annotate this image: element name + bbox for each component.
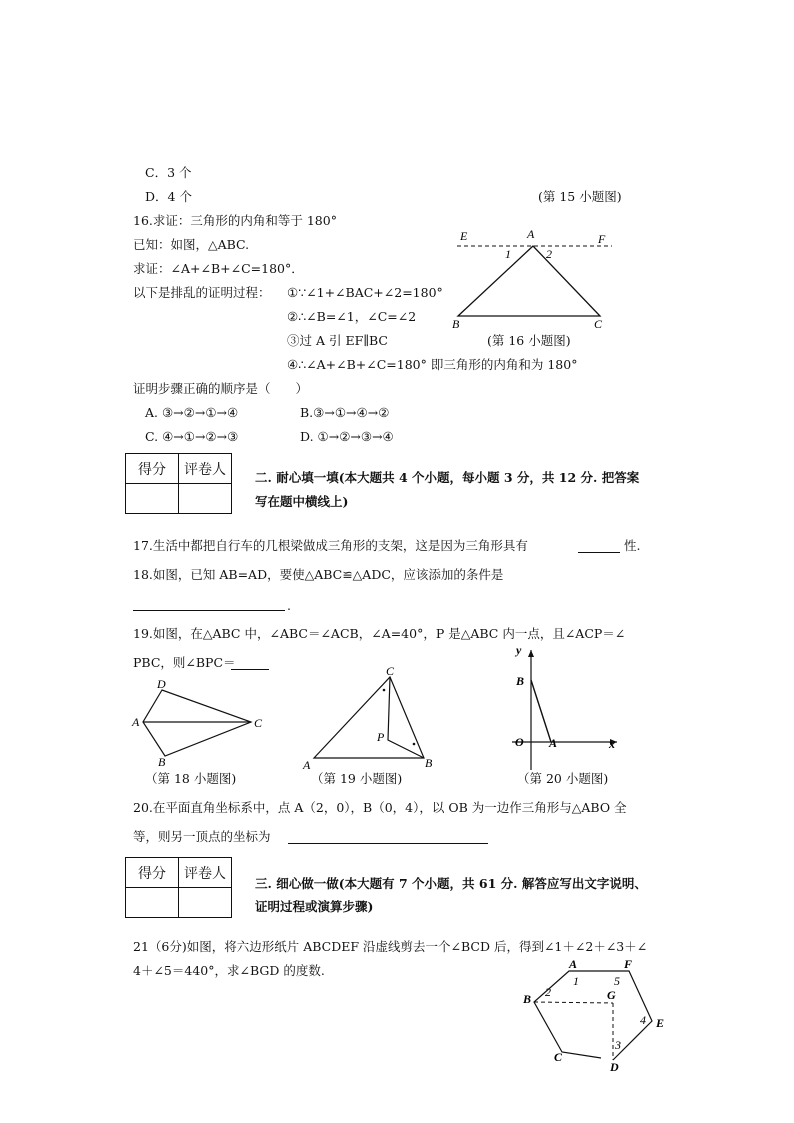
q18-text: 18.如图，已知 AB=AD，要使△ABC≌△ADC，应该添加的条件是 [133,567,504,582]
q21-label-f: F [624,957,633,971]
q21-label-angle-1: 1 [573,974,579,988]
section2-header-line1: 二. 耐心填一填(本大题共 4 个小题，每小题 3 分，共 12 分. 把答案 [255,470,640,485]
q16-step-2: ②∴∠B=∠1，∠C=∠2 [287,309,417,324]
label-f: F [598,232,606,246]
q21-label-angle-4: 4 [640,1013,646,1027]
q16-option-b: B.③→①→④→② [300,405,390,420]
fig20-caption: （第 20 小题图) [517,771,609,786]
q19-line1: 19.如图，在△ABC 中，∠ABC＝∠ACB，∠A=40°，P 是△ABC 内一点，且∠ACP＝∠ [133,626,626,641]
q21-label-e: E [656,1016,665,1030]
grader-label: 评卷人 [179,858,232,888]
fig20-label-a: A [549,736,558,750]
label-a: A [527,227,535,241]
fig18-label-b: B [158,755,166,769]
q21-line1: 21（6分)如图，将六边形纸片 ABCDEF 沿虚线剪去一个∠BCD 后，得到∠1＋∠2＋∠3＋∠ [133,939,648,954]
q18-end: . [287,598,291,613]
q21-label-d: D [610,1060,619,1074]
q21-label-b: B [523,992,532,1006]
q21-line2: 4＋∠5＝440°，求∠BGD 的度数. [133,963,325,978]
fig19-label-a: A [303,758,311,772]
fig19-label-p: P [377,730,385,744]
fig18-caption: （第 18 小题图) [145,771,237,786]
q15-figure-caption: (第 15 小题图) [538,189,622,204]
label-b: B [452,317,460,331]
q21-label-c: C [554,1050,563,1064]
q16-intro: 以下是排乱的证明过程： [133,285,271,300]
label-c: C [594,317,603,331]
q16-figure-caption: (第 16 小题图) [487,333,571,348]
q20-line1: 20.在平面直角坐标系中，点 A（2，0），B（0，4），以 OB 为一边作三角形与△ABO 全 [133,800,627,815]
label-angle-2: 2 [546,247,552,261]
q15-option-d: D．4 个 [145,189,192,204]
fig20-label-b: B [516,674,525,688]
q21-label-g: G [607,988,616,1002]
section2-header-line2: 写在题中横线上) [255,494,349,509]
q15-option-c: C．3 个 [145,165,192,180]
q21-label-a: A [569,957,578,971]
grader-label: 评卷人 [179,454,232,484]
q16-question: 证明步骤正确的顺序是（ ） [133,381,309,396]
label-angle-1: 1 [505,247,511,261]
fig20-label-o: O [515,735,524,749]
q21-label-angle-2: 2 [545,985,551,999]
section3-header-line2: 证明过程或演算步骤) [255,899,374,914]
dashed-cut-bg [534,1002,613,1003]
q17-text: 17.生活中都把自行车的几根梁做成三角形的支架，这是因为三角形具有 [133,538,528,553]
section3-header-line1: 三. 细心做一做(本大题有 7 个小题，共 61 分. 解答应写出文字说明、 [255,876,647,891]
q16-option-d: D. ①→②→③→④ [300,429,394,444]
q16-option-c: C. ④→①→②→③ [145,429,239,444]
label-e: E [460,229,468,243]
q20-line2: 等，则另一顶点的坐标为 [133,829,271,844]
hexagon [534,971,652,1060]
q16-step-4: ④∴∠A+∠B+∠C=180° 即三角形的内角和为 180° [287,357,578,372]
q21-label-angle-3: 3 [615,1038,621,1052]
fig18-label-a: A [132,715,140,729]
fig18-label-c: C [254,716,263,730]
fig19-label-b: B [425,756,433,770]
fig19-label-c: C [386,664,395,678]
q16-step-3: ③过 A 引 EF∥BC [287,333,389,348]
fig20-label-y: y [516,643,522,657]
q16-title: 16.求证：三角形的内角和等于 180° [133,213,337,228]
q21-label-angle-5: 5 [614,974,620,988]
q19-line2: PBC，则∠BPC＝ [133,655,236,670]
q16-given: 已知：如图，△ABC. [133,237,250,252]
score-label: 得分 [126,454,179,484]
q16-step-1: ①∵∠1+∠BAC+∠2=180° [287,285,443,300]
fig19-caption: （第 19 小题图) [311,771,403,786]
score-label: 得分 [126,858,179,888]
q16-prove: 求证：∠A+∠B+∠C=180°． [133,261,304,276]
q16-option-a: A. ③→②→①→④ [145,405,239,420]
fig20-label-x: x [609,737,615,751]
q17-text-end: 性. [624,538,641,553]
fig18-label-d: D [157,677,166,691]
